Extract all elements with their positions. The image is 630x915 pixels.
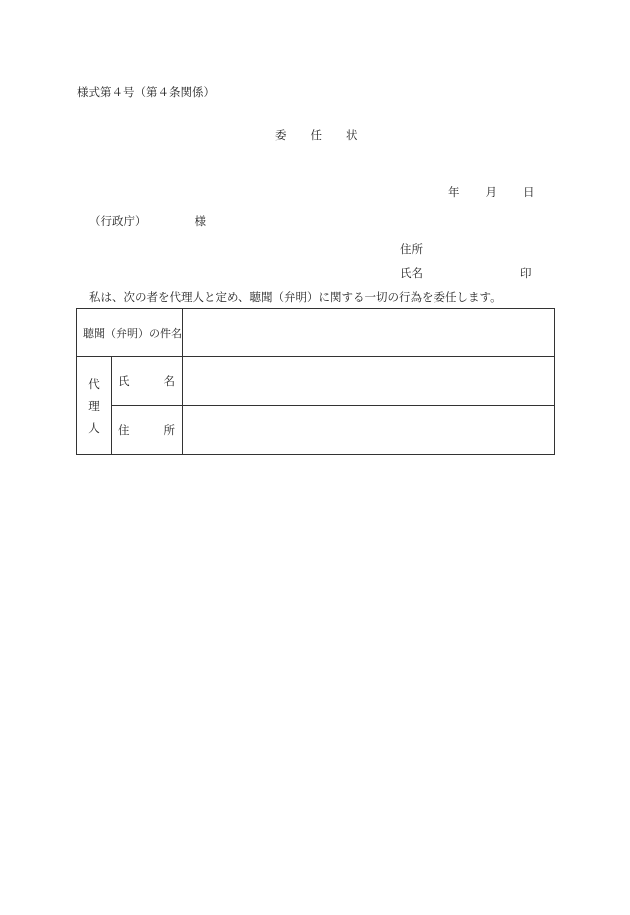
title-char-2: 任 <box>310 128 322 142</box>
proxy-label-char-3: 人 <box>88 420 100 435</box>
seal-label: 印 <box>520 266 532 280</box>
proxy-address-label-cell <box>112 406 183 455</box>
date-year: 年 <box>448 185 460 199</box>
proxy-name-label-cell <box>112 357 183 406</box>
proxy-label-cell <box>77 357 112 455</box>
form-number: 様式第４号（第４条関係） <box>77 85 215 99</box>
proxy-address-label-char-2: 所 <box>163 423 175 437</box>
addressee-agency: （行政庁） <box>89 214 147 228</box>
title-char-1: 委 <box>275 128 287 142</box>
document-title <box>275 127 358 143</box>
delegation-statement: 私は、次の者を代理人と定め、聴聞（弁明）に関する一切の行為を委任します。 <box>89 290 502 304</box>
proxy-name-label-char-2: 名 <box>163 374 175 388</box>
signer-address-label: 住所 <box>400 242 423 256</box>
date-line <box>448 184 535 200</box>
proxy-name-input-cell[interactable] <box>183 357 555 406</box>
proxy-address-input-cell[interactable] <box>183 406 555 455</box>
proxy-table <box>76 308 555 455</box>
case-label: 聴聞（弁明）の件名 <box>83 326 182 340</box>
title-char-3: 状 <box>346 128 358 142</box>
proxy-label-char-2: 理 <box>88 398 100 413</box>
case-input-cell[interactable] <box>183 309 555 357</box>
signer-name-label: 氏名 <box>400 266 423 280</box>
addressee-honorific: 様 <box>194 214 206 228</box>
date-day: 日 <box>523 185 535 199</box>
proxy-label-char-1: 代 <box>88 376 100 391</box>
case-label-cell <box>77 309 183 357</box>
addressee-line <box>89 213 206 229</box>
date-month: 月 <box>485 185 497 199</box>
proxy-name-label-char-1: 氏 <box>118 374 130 388</box>
proxy-address-label-char-1: 住 <box>118 423 130 437</box>
